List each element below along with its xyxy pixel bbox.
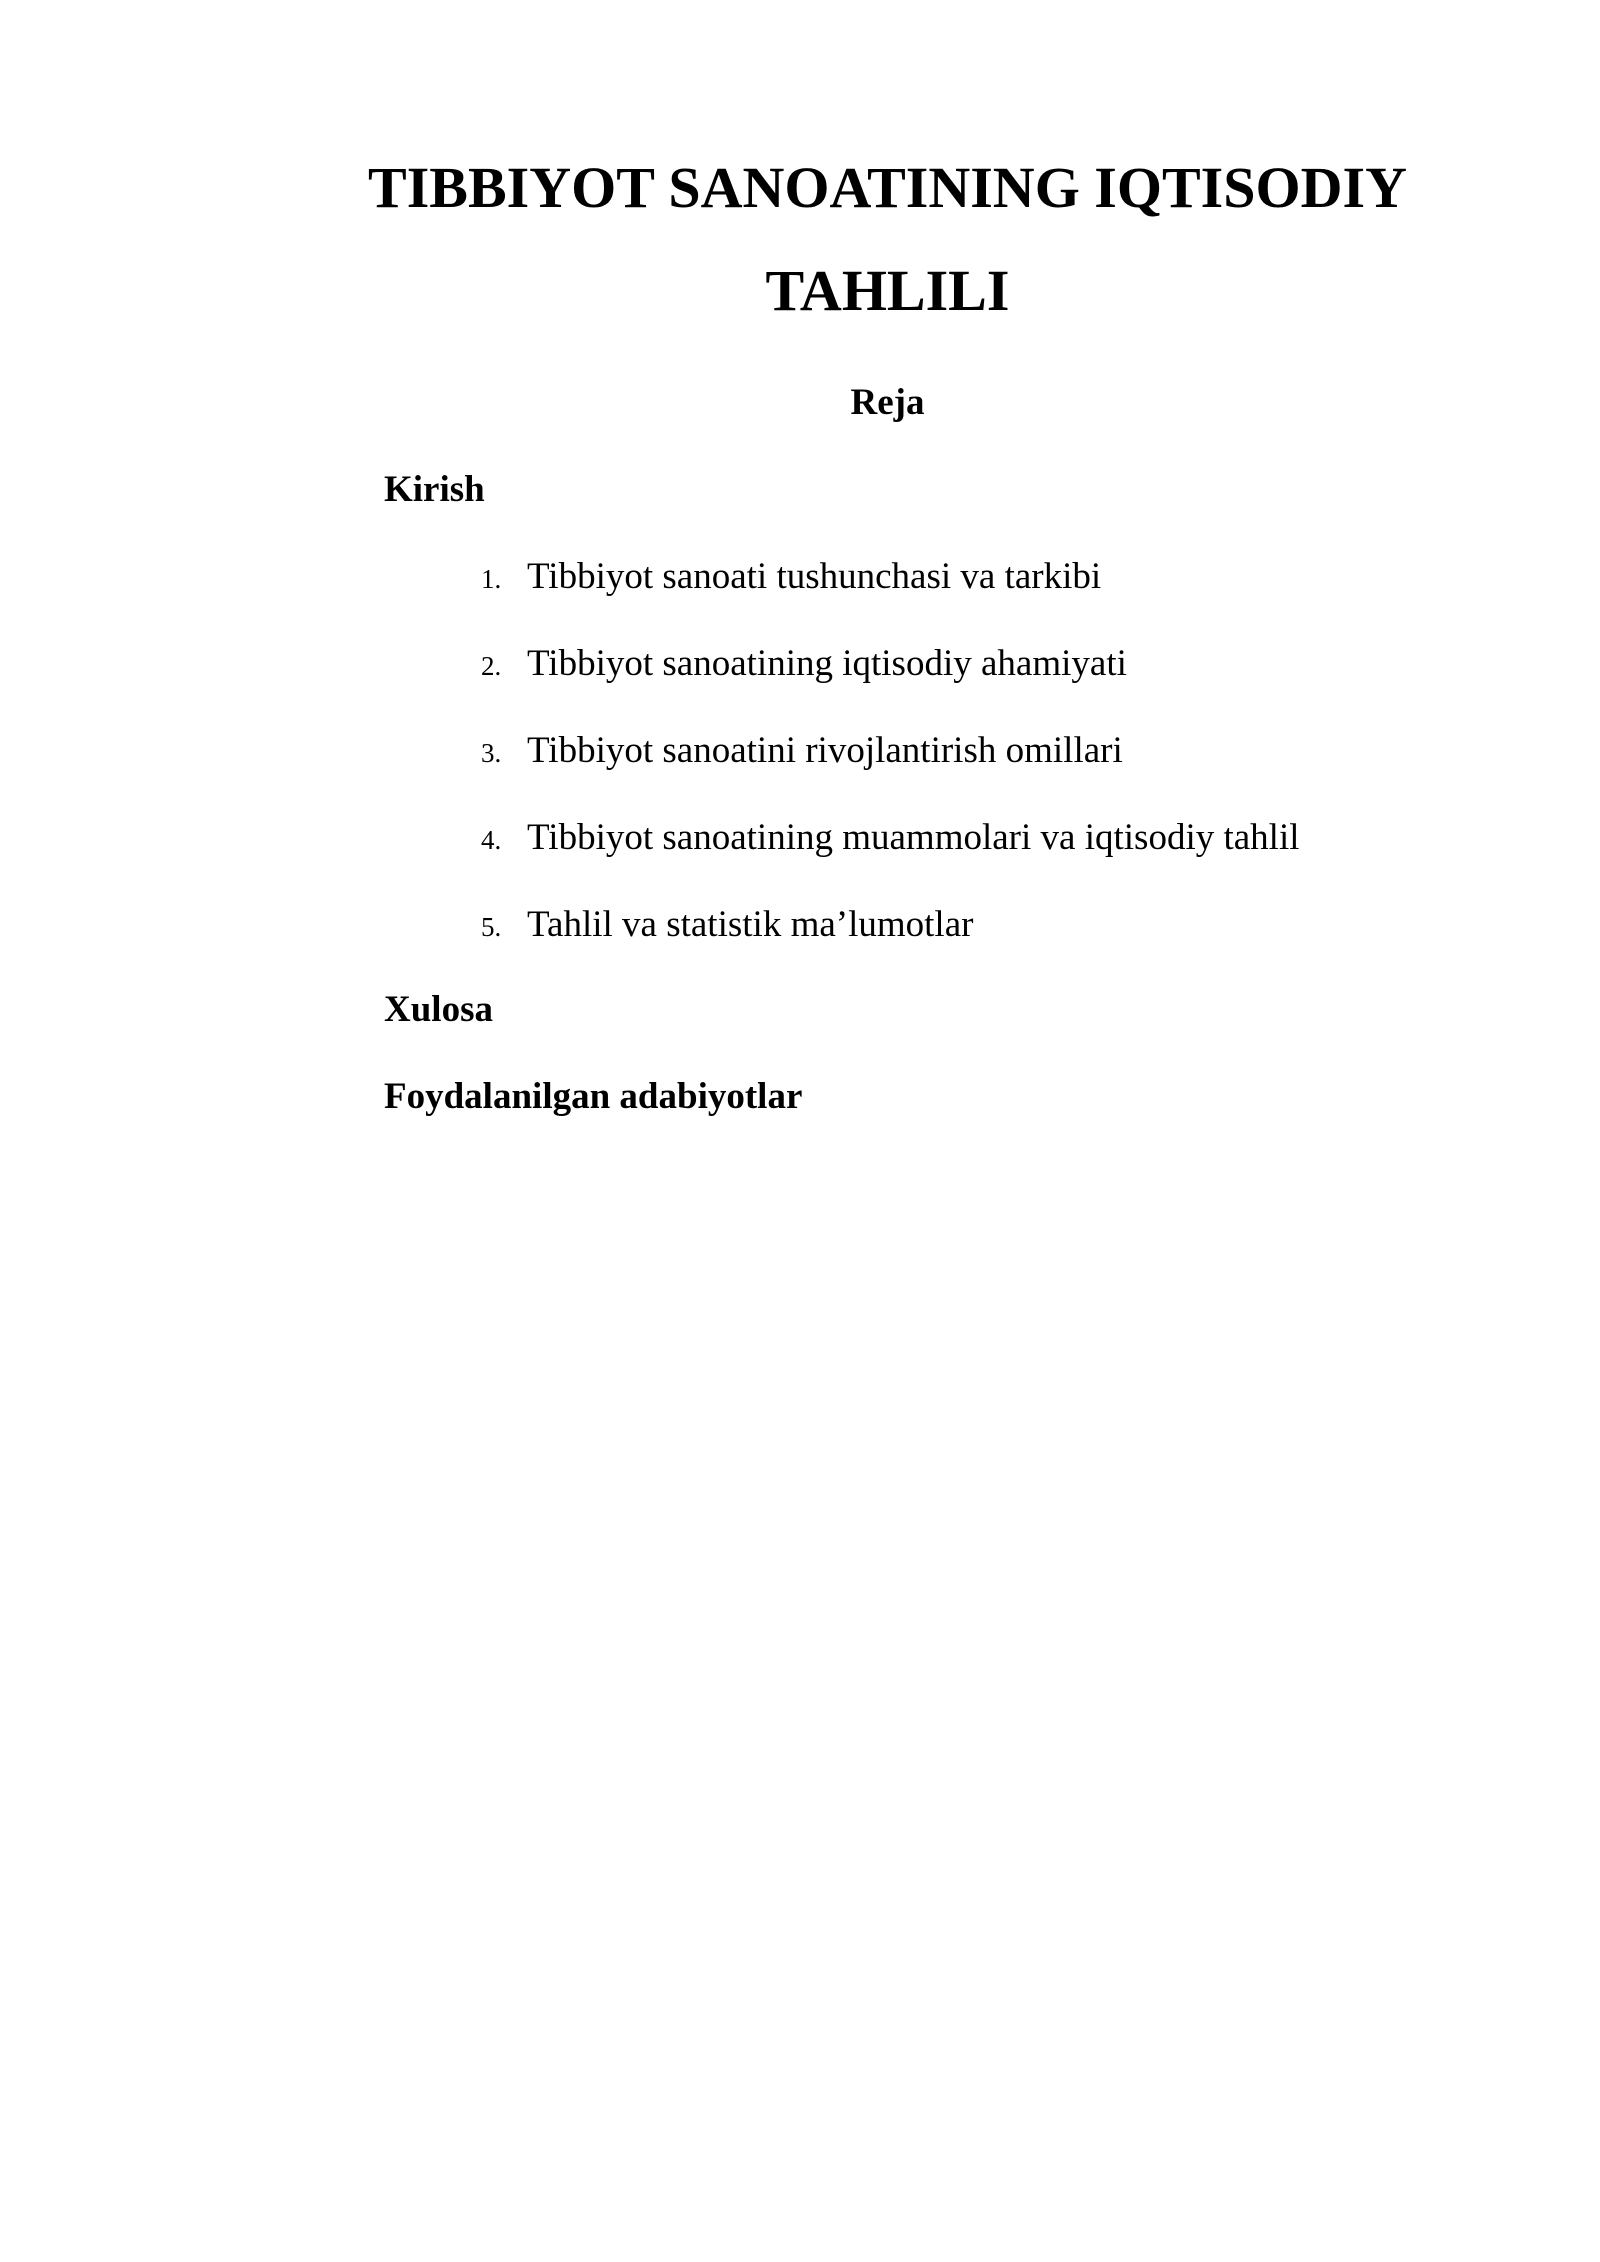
plan-list-item xyxy=(470,552,1101,602)
conclusion-heading: Xulosa xyxy=(384,989,493,1030)
plan-list-item xyxy=(470,726,1123,776)
plan-item-number: 4. xyxy=(481,825,502,855)
references-heading: Foydalanilgan adabiyotlar xyxy=(384,1076,803,1117)
plan-item-text: Tahlil va statistik ma’lumotlar xyxy=(527,904,974,945)
plan-item-number: 2. xyxy=(481,651,502,681)
plan-item-text: Tibbiyot sanoati tushunchasi va tarkibi xyxy=(527,556,1102,597)
plan-item-text: Tibbiyot sanoatini rivojlantirish omillari xyxy=(527,730,1123,771)
document-title-line-1: TIBBIYOT SANOATINING IQTISODIY xyxy=(368,155,1407,220)
plan-item-number: 3. xyxy=(481,738,502,768)
plan-heading: Reja xyxy=(850,382,925,423)
plan-item-text: Tibbiyot sanoatining iqtisodiy ahamiyati xyxy=(527,643,1127,684)
plan-list-item xyxy=(470,813,1300,863)
plan-list-item xyxy=(470,900,973,950)
plan-item-number: 5. xyxy=(481,912,502,942)
plan-item-text: Tibbiyot sanoatining muammolari va iqtisodiy tahlil xyxy=(527,817,1300,858)
document-title-line-2: TAHLILI xyxy=(765,258,1010,323)
intro-heading: Kirish xyxy=(384,469,485,510)
plan-list-item xyxy=(470,639,1127,689)
plan-item-number: 1. xyxy=(481,564,502,594)
